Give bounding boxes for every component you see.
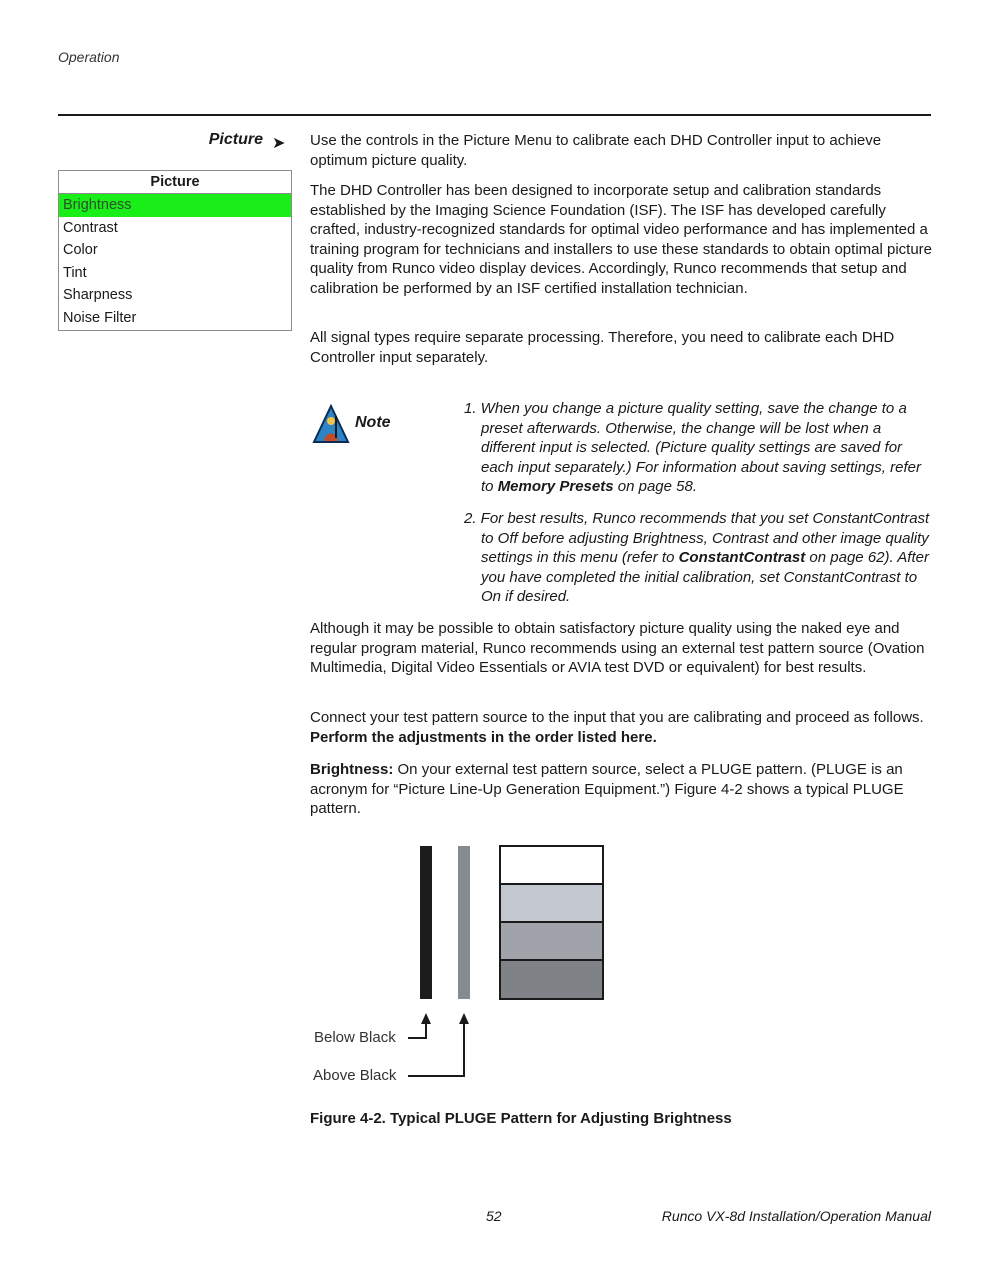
gray-step-4 bbox=[500, 960, 603, 999]
menu-item-tint[interactable]: Tint bbox=[63, 264, 87, 281]
paragraph-signal-types: All signal types require separate processing. Therefore, you need to calibrate each DHD Controller input separately. bbox=[310, 329, 895, 366]
menu-item-contrast[interactable]: Contrast bbox=[63, 219, 118, 236]
menu-item-brightness[interactable]: Brightness bbox=[59, 194, 291, 217]
header-rule bbox=[58, 114, 931, 116]
label-above-black: Above Black bbox=[313, 1067, 397, 1084]
menu-item-color[interactable]: Color bbox=[63, 242, 98, 259]
above-black-arrowhead bbox=[459, 1013, 469, 1024]
figure-caption: Figure 4-2. Typical PLUGE Pattern for Adjusting Brightness bbox=[310, 1110, 732, 1127]
paragraph-test-source: Although it may be possible to obtain satisfactory picture quality using the naked eye and regular program material, Runco recommends using an external test pattern source (Ovation Multimedia, Digital Video Essentials or AVIA test DVD or equivalent) for best results. bbox=[310, 620, 925, 676]
pluge-pattern-figure bbox=[300, 840, 620, 1090]
gray-step-3 bbox=[500, 922, 603, 960]
section-title: Picture bbox=[208, 131, 263, 148]
picture-menu bbox=[58, 170, 292, 331]
section-arrow-icon: ➤ bbox=[272, 135, 286, 152]
paragraph-brightness: Brightness: On your external test pattern source, select a PLUGE pattern. (PLUGE is an acronym for “Picture Line-Up Generation Equipment.”) Figure 4-2 shows a typical PLUGE pattern. bbox=[310, 761, 904, 817]
footer-title: Runco VX-8d Installation/Operation Manual bbox=[661, 1208, 931, 1224]
note-icon bbox=[312, 404, 350, 449]
picture-menu-title: Picture bbox=[59, 171, 291, 194]
gray-step-2 bbox=[500, 884, 603, 922]
note-item-2: 2. For best results, Runco recommends that you set ConstantContrast to Off before adjusting Brightness, Contrast and other image quality settings in this menu (refer to ConstantContrast on page 62). After you have completed the initial calibration, set ConstantContrast to On if desired. bbox=[464, 510, 930, 605]
note-item-1: 1. When you change a picture quality setting, save the change to a preset afterwards. Otherwise, the change will be lost when a different input is selected. (Picture quality settings are saved for each input separately.) For information about saving settings, refer to Memory Presets on page 58. bbox=[464, 400, 921, 495]
constantcontrast-ref: ConstantContrast bbox=[678, 549, 806, 566]
label-below-black: Below Black bbox=[314, 1029, 396, 1046]
memory-presets-ref: Memory Presets bbox=[497, 478, 614, 495]
paragraph-connect: Connect your test pattern source to the input that you are calibrating and proceed as follows. Perform the adjustments in the order listed here. bbox=[310, 709, 924, 746]
below-black-bar bbox=[420, 846, 432, 999]
paragraph-intro: Use the controls in the Picture Menu to calibrate each DHD Controller input to achieve optimum picture quality. bbox=[310, 132, 882, 169]
above-black-leader bbox=[408, 1020, 464, 1076]
gray-step-1 bbox=[500, 846, 603, 884]
page-number: 52 bbox=[486, 1208, 502, 1224]
menu-item-noise-filter[interactable]: Noise Filter bbox=[63, 309, 137, 326]
running-header: Operation bbox=[58, 49, 120, 65]
paragraph-isf: The DHD Controller has been designed to incorporate setup and calibration standards established by the Imaging Science Foundation (ISF). The ISF has developed carefully crafted, industry-recognized standards for optimal video performance and has implemented a training program for technicians and installers to use these standards to obtain optimal picture quality from Runco video display devices. Accordingly, Runco recommends that setup and calibration be performed by an ISF certified installation technician. bbox=[310, 182, 933, 297]
above-black-bar bbox=[458, 846, 470, 999]
below-black-arrowhead bbox=[421, 1013, 431, 1024]
note-label: Note bbox=[355, 414, 391, 431]
menu-item-sharpness[interactable]: Sharpness bbox=[63, 287, 133, 304]
